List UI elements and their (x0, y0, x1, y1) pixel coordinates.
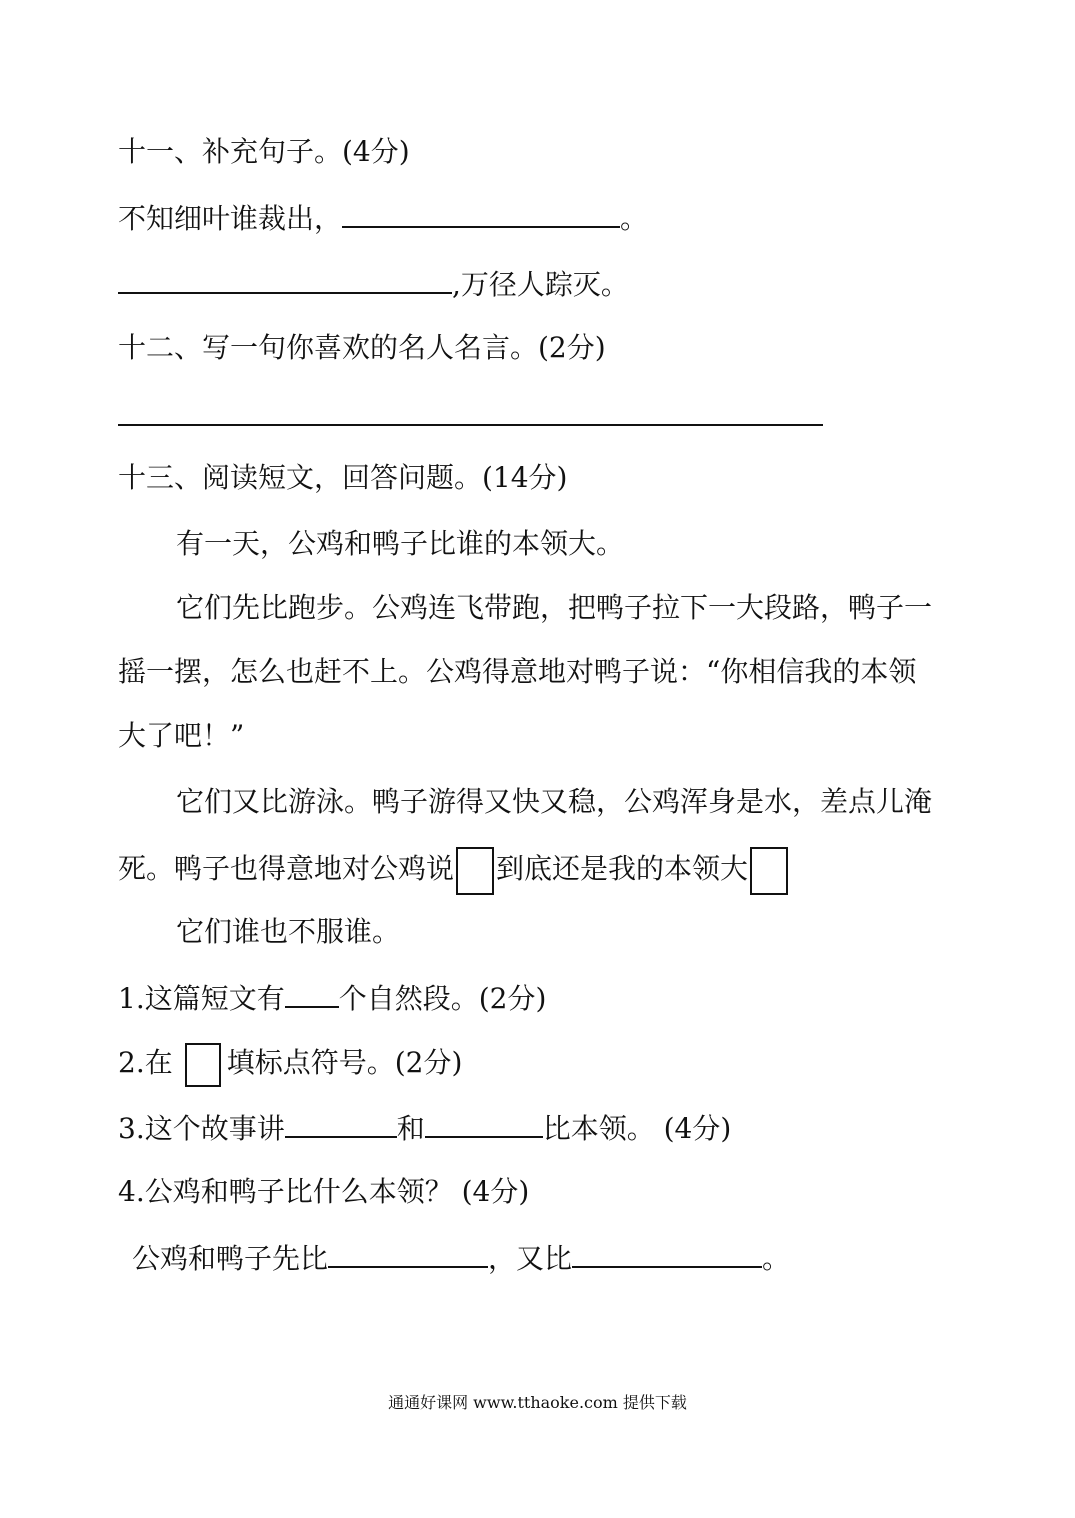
poem-blank-1[interactable] (342, 198, 620, 228)
question-2-text-a: 2.在 (118, 1046, 173, 1079)
question-3-text-a: 3.这个故事讲 (118, 1112, 285, 1145)
question-1-blank[interactable] (285, 978, 339, 1008)
paragraph-3-text-b: 到底还是我的本领大 (496, 852, 749, 885)
passage-paragraph-1: 有一天，公鸡和鸭子比谁的本领大。 (176, 527, 625, 560)
section-11-title: 十一、补充句子。(4分) (118, 135, 410, 168)
question-2 (118, 1038, 462, 1088)
passage-paragraph-2-line-1: 它们先比跑步。公鸡连飞带跑，把鸭子拉下一大段路，鸭子一 (176, 591, 933, 624)
punctuation-box-2[interactable] (750, 847, 788, 895)
question-2-box-icon (185, 1043, 221, 1087)
footer-credit: 通通好课网 www.tthaoke.com 提供下载 (388, 1393, 687, 1412)
section-13-title: 十三、阅读短文，回答问题。(14分) (118, 461, 568, 494)
poem-line-2-text: ,万径人踪灭。 (452, 268, 629, 301)
question-4-answer-text-a: 公鸡和鸭子先比 (132, 1242, 329, 1275)
poem-line-1-end: 。 (620, 202, 649, 235)
question-4-answer-text-c: 。 (762, 1242, 791, 1275)
question-1 (118, 978, 546, 1018)
question-4: 4.公鸡和鸭子比什么本领？ (4分) (118, 1175, 530, 1208)
paragraph-3-text-a: 死。鸭子也得意地对公鸡说 (118, 852, 455, 885)
poem-line-1-text: 不知细叶谁裁出， (118, 202, 343, 235)
question-2-text-b: 填标点符号。(2分) (226, 1046, 463, 1079)
question-3-text-c: 比本领。 (4分) (542, 1112, 732, 1145)
passage-paragraph-2-line-3: 大了吧！” (118, 719, 245, 752)
question-3-blank-2[interactable] (425, 1108, 543, 1138)
section-11-line-2 (118, 264, 629, 304)
section-11-line-1 (118, 198, 648, 238)
question-1-text-a: 1.这篇短文有 (118, 982, 285, 1015)
poem-blank-2[interactable] (118, 264, 452, 294)
question-3 (118, 1108, 731, 1148)
question-1-text-b: 个自然段。(2分) (338, 982, 547, 1015)
question-4-blank-1[interactable] (328, 1238, 488, 1268)
passage-paragraph-4: 它们谁也不服谁。 (176, 915, 401, 948)
passage-paragraph-2-line-2: 摇一摆，怎么也赶不上。公鸡得意地对鸭子说：“你相信我的本领 (118, 655, 917, 688)
passage-paragraph-3-line-1: 它们又比游泳。鸭子游得又快又稳，公鸡浑身是水，差点儿淹 (176, 785, 933, 818)
question-4-blank-2[interactable] (572, 1238, 762, 1268)
question-3-text-b: 和 (396, 1112, 425, 1145)
section-12-title: 十二、写一句你喜欢的名人名言。(2分) (118, 331, 606, 364)
question-4-answer (132, 1238, 790, 1278)
question-4-answer-text-b: ，又比 (488, 1242, 573, 1275)
quote-answer-line[interactable] (118, 424, 823, 426)
passage-paragraph-3-line-2 (118, 844, 790, 894)
question-3-blank-1[interactable] (285, 1108, 397, 1138)
punctuation-box-1[interactable] (456, 847, 494, 895)
